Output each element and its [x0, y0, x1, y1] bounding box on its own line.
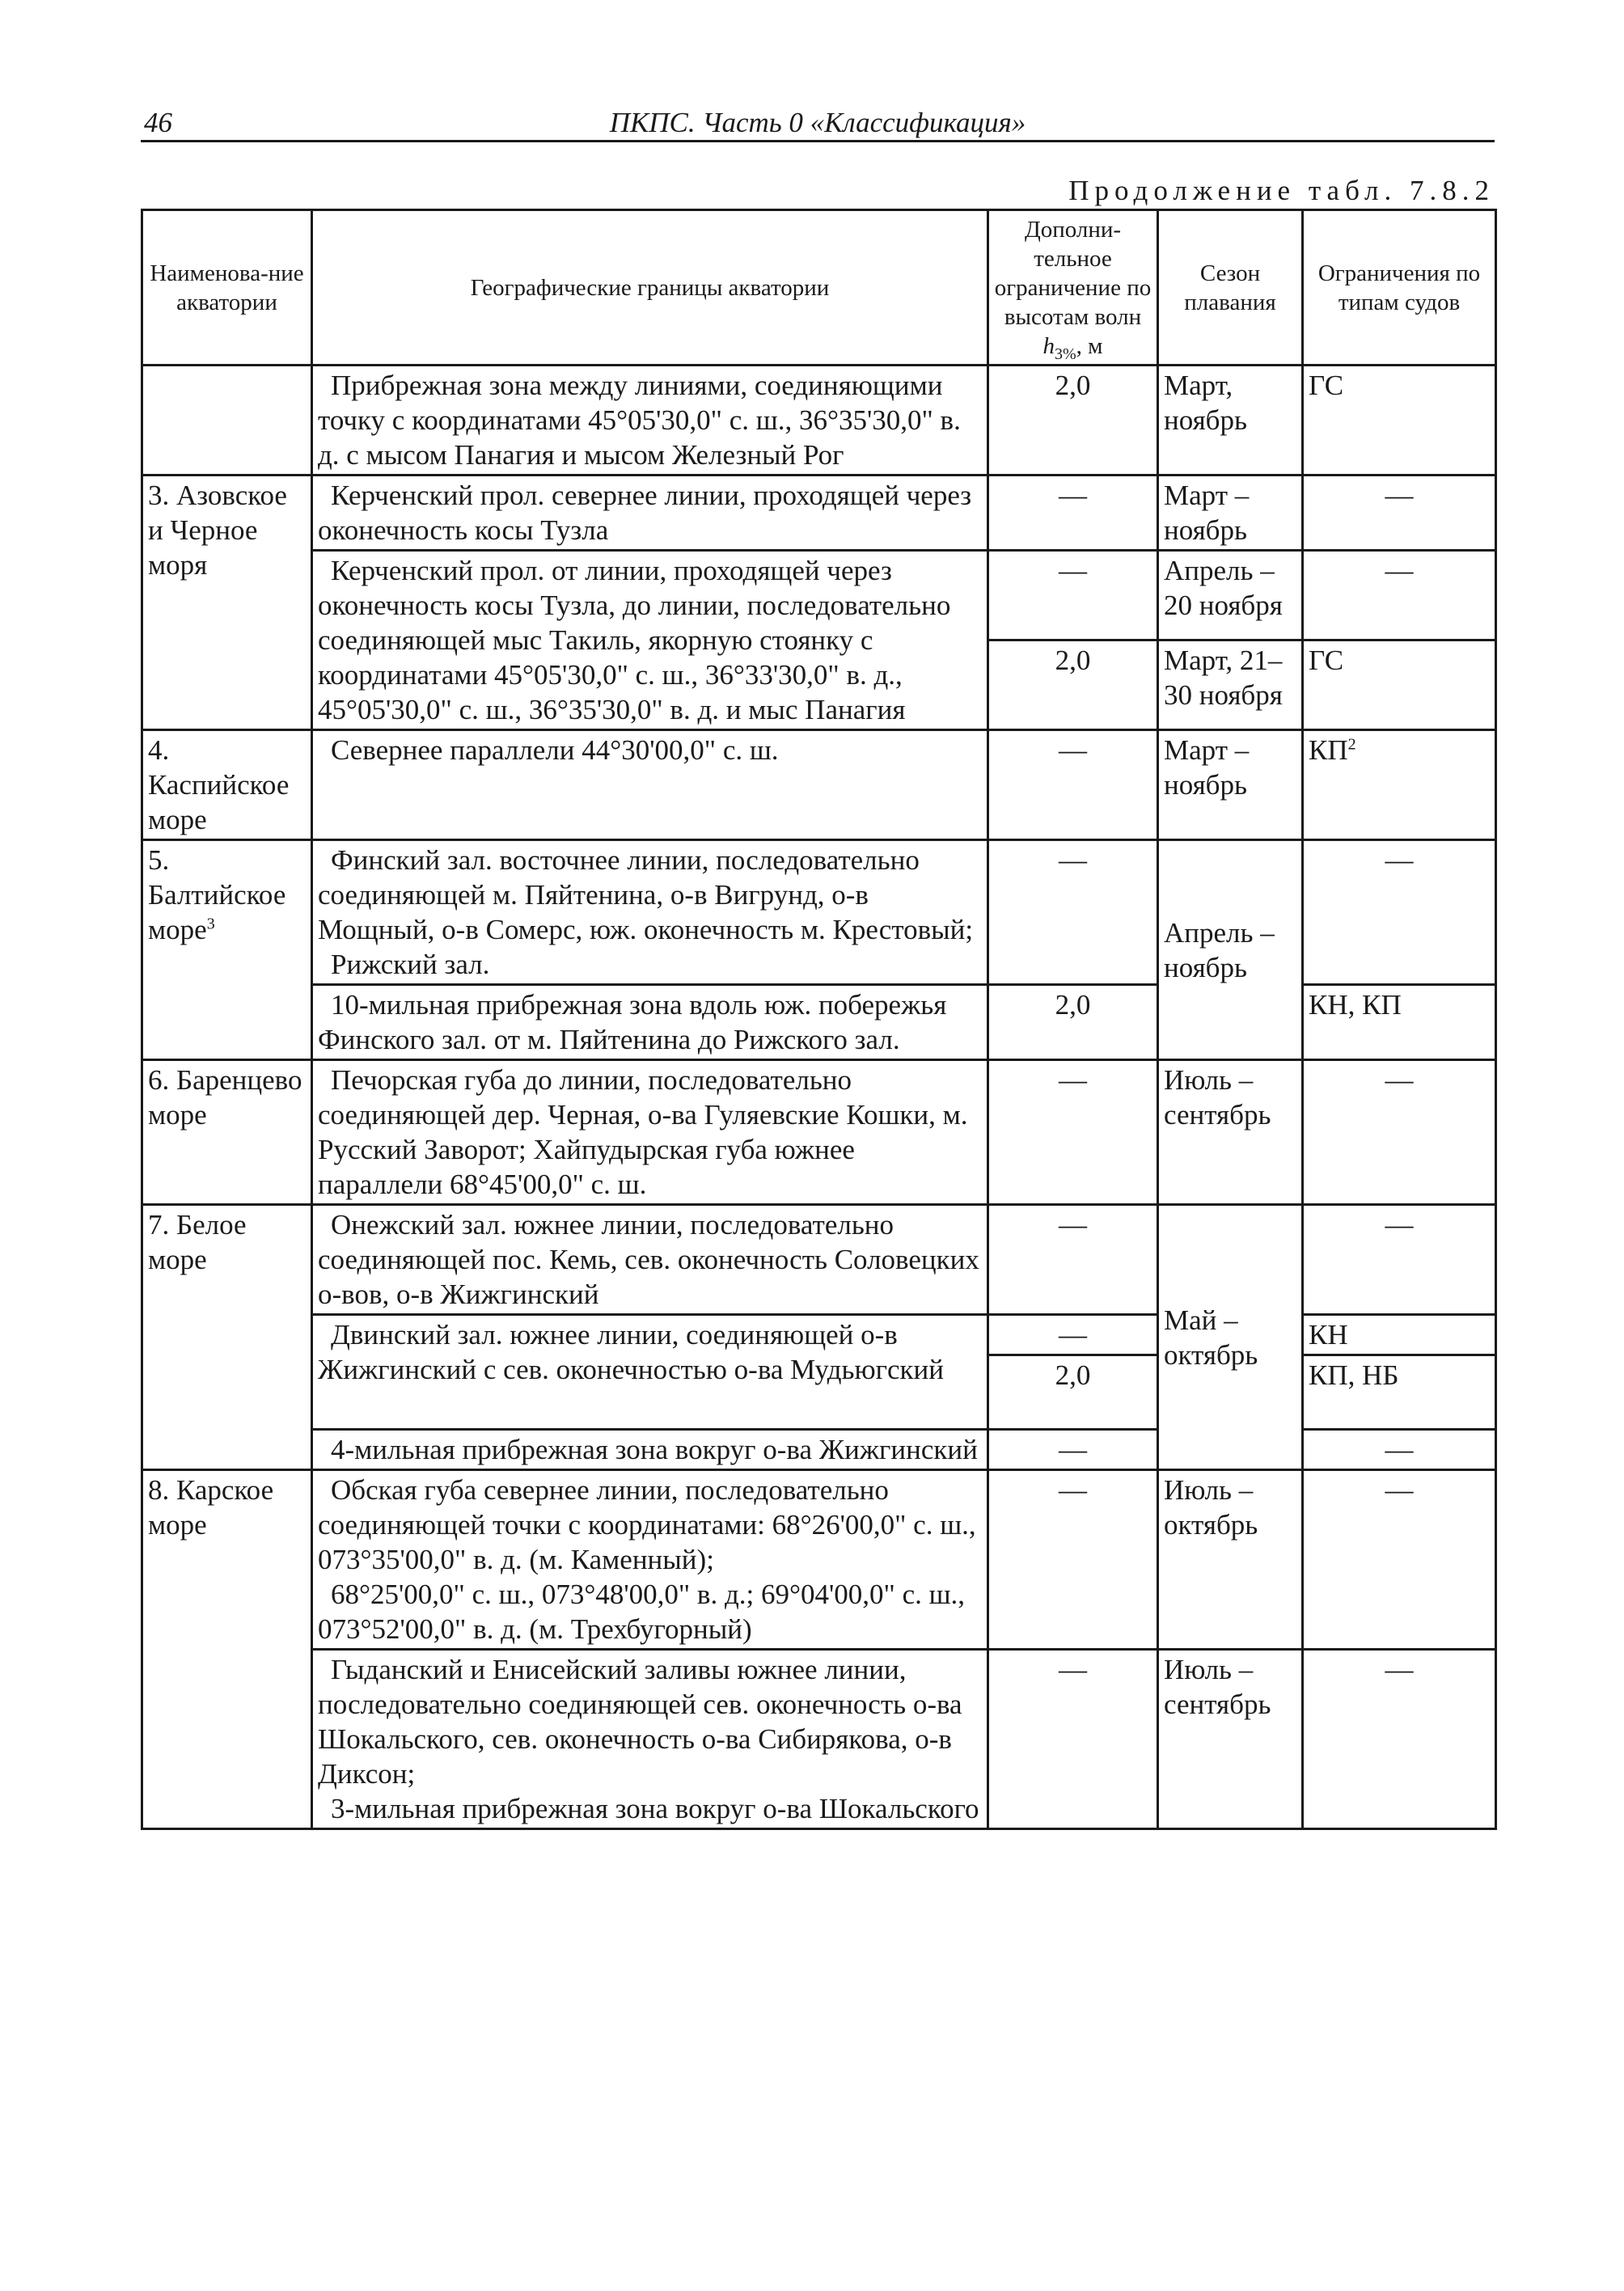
sea-areas-table [141, 209, 1497, 1830]
ship-types-cell: ГС [1303, 640, 1496, 730]
ship-types-cell [1303, 730, 1496, 840]
season-cell: Июль – сентябрь [1158, 1650, 1303, 1829]
ship-types-cell: — [1303, 1060, 1496, 1205]
page-header [141, 104, 1495, 141]
height-cell: — [988, 1060, 1158, 1205]
ship-types-cell: — [1303, 1470, 1496, 1650]
height-cell: — [988, 1315, 1158, 1355]
area-cell: 7. Белое море [142, 1205, 312, 1470]
col-header-height [988, 210, 1158, 366]
season-cell: Апрель – ноябрь [1158, 840, 1303, 1060]
ship-types-cell: КП, НБ [1303, 1355, 1496, 1430]
bounds-cell: Керченский прол. севернее линии, проходящей через оконечность косы Тузла [312, 476, 988, 551]
ship-types-cell: — [1303, 476, 1496, 551]
col-header-height-prefix: Дополни-тельное ограничение по высотам волн [994, 216, 1152, 330]
table-row [142, 1470, 1496, 1650]
col-header-height-suffix: , м [1076, 332, 1103, 359]
col-header-height-var: h [1042, 332, 1055, 359]
ship-types-cell: КН, КП [1303, 985, 1496, 1060]
table-row [142, 366, 1496, 476]
area-cell: 6. Баренцево море [142, 1060, 312, 1205]
height-cell: — [988, 1470, 1158, 1650]
season-cell: Март – ноябрь [1158, 730, 1303, 840]
header-rule [141, 140, 1495, 142]
col-header-season: Сезон плавания [1158, 210, 1303, 366]
area-cell: 8. Карское море [142, 1470, 312, 1829]
bounds-cell: Двинский зал. южнее линии, соединяющей о-в Жижгинский с сев. оконечностью о-ва Мудьюгский [312, 1315, 988, 1430]
season-cell: Июль – сентябрь [1158, 1060, 1303, 1205]
bounds-cell [312, 840, 988, 985]
bounds-cell: Прибрежная зона между линиями, соединяющими точку с координатами 45°05'30,0" с. ш., 36°35'30,0" в. д. с мысом Панагия и мысом Железный Рог [312, 366, 988, 476]
ship-types-cell: ГС [1303, 366, 1496, 476]
bounds-cell: Онежский зал. южнее линии, последовательно соединяющей пос. Кемь, сев. оконечность Соловецких о-вов, о-в Жижгинский [312, 1205, 988, 1315]
bounds-text-extra: 3-мильная прибрежная зона вокруг о-ва Шокальского [331, 1793, 979, 1824]
height-cell: — [988, 476, 1158, 551]
area-cell [142, 366, 312, 476]
height-cell: — [988, 1430, 1158, 1470]
table-row [142, 476, 1496, 551]
season-cell: Март – ноябрь [1158, 476, 1303, 551]
height-cell: 2,0 [988, 366, 1158, 476]
col-header-area: Наименова-ние акватории [142, 210, 312, 366]
table-header-row [142, 210, 1496, 366]
bounds-cell [312, 1650, 988, 1829]
ship-types-cell: КН [1303, 1315, 1496, 1355]
footnote-mark: 3 [206, 915, 215, 933]
bounds-cell: 10-мильная прибрежная зона вдоль юж. побережья Финского зал. от м. Пяйтенина до Рижского зал. [312, 985, 988, 1060]
page-number: 46 [144, 107, 172, 138]
ship-types-cell: — [1303, 1650, 1496, 1829]
bounds-cell: Печорская губа до линии, последовательно соединяющей дер. Черная, о-ва Гуляевские Кошки, м. Русский Заворот; Хайпудырская губа южнее параллели 68°45'00,0" с. ш. [312, 1060, 988, 1205]
area-cell: 3. Азовское и Черное моря [142, 476, 312, 730]
col-header-height-sub: 3% [1054, 344, 1076, 363]
height-cell: — [988, 551, 1158, 640]
season-cell: Май – октябрь [1158, 1205, 1303, 1470]
ship-types-value: КП [1309, 734, 1348, 766]
bounds-text: Обская губа севернее линии, последовательно соединяющей точки с координатами: 68°26'00,0" с. ш., 073°35'00,0" в. д. (м. Каменный); [318, 1474, 976, 1575]
table-row [142, 1060, 1496, 1205]
height-cell: 2,0 [988, 1355, 1158, 1430]
table-row [142, 551, 1496, 640]
bounds-cell: 4-мильная прибрежная зона вокруг о-ва Жижгинский [312, 1430, 988, 1470]
ship-types-cell: — [1303, 551, 1496, 640]
running-title: ПКПС. Часть 0 «Классификация» [609, 107, 1026, 138]
season-cell: Июль – октябрь [1158, 1470, 1303, 1650]
bounds-text: Финский зал. восточнее линии, последовательно соединяющей м. Пяйтенина, о-в Вигрунд, о-в Мощный, о-в Сомерс, юж. оконечность м. Крестовый; [318, 844, 974, 945]
area-value: 5. Балтийское море [148, 844, 286, 945]
table-row [142, 1650, 1496, 1829]
season-cell: Апрель – 20 ноября [1158, 551, 1303, 640]
height-cell: — [988, 840, 1158, 985]
height-cell: — [988, 730, 1158, 840]
ship-types-cell: — [1303, 1430, 1496, 1470]
table-row [142, 730, 1496, 840]
table-row [142, 1205, 1496, 1315]
table-row [142, 840, 1496, 985]
height-cell: — [988, 1205, 1158, 1315]
col-header-ship-types: Ограничения по типам судов [1303, 210, 1496, 366]
season-cell: Март, 21–30 ноября [1158, 640, 1303, 730]
footnote-mark: 2 [1347, 735, 1356, 754]
season-cell: Март, ноябрь [1158, 366, 1303, 476]
bounds-text-extra: Рижский зал. [331, 949, 490, 980]
bounds-cell: Севернее параллели 44°30'00,0" с. ш. [312, 730, 988, 840]
height-cell: 2,0 [988, 640, 1158, 730]
bounds-text: Гыданский и Енисейский заливы южнее линии, последовательно соединяющей сев. оконечность о-ва Шокальского, сев. оконечность о-ва Сибирякова, о-в Диксон; [318, 1654, 962, 1790]
bounds-cell: Керченский прол. от линии, проходящей через оконечность косы Тузла, до линии, последовательно соединяющей мыс Такиль, якорную стоянку с координатами 45°05'30,0" с. ш., 36°33'30,0" в. д., 45°05'30,0" с. ш., 36°35'30,0" в. д. и мыс Панагия [312, 551, 988, 730]
area-cell: 4. Каспийское море [142, 730, 312, 840]
table-caption: Продолжение табл. 7.8.2 [1068, 175, 1495, 206]
height-cell: — [988, 1650, 1158, 1829]
bounds-cell [312, 1470, 988, 1650]
ship-types-cell: — [1303, 1205, 1496, 1315]
bounds-text-extra: 68°25'00,0" с. ш., 073°48'00,0" в. д.; 69°04'00,0" с. ш., 073°52'00,0" в. д. (м. Трехбугорный) [318, 1579, 966, 1645]
height-cell: 2,0 [988, 985, 1158, 1060]
col-header-bounds: Географические границы акватории [312, 210, 988, 366]
ship-types-cell: — [1303, 840, 1496, 985]
area-cell [142, 840, 312, 1060]
